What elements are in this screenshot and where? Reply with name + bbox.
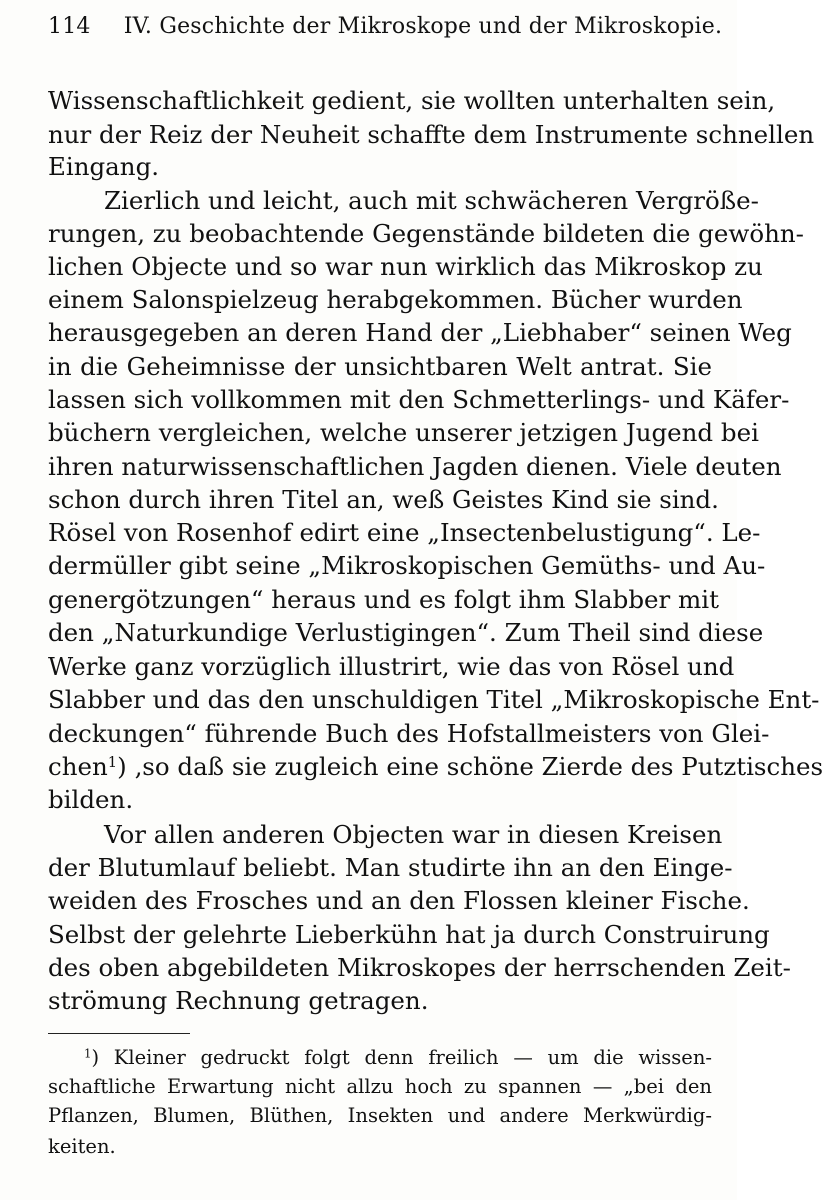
text-line: Werke ganz vorzüglich illustrirt, wie das von Rösel und <box>48 652 735 681</box>
text-line: deckungen“ führende Buch des Hofstallmeisters von Glei- <box>48 719 770 748</box>
text-line: Wissenschaftlichkeit gedient, sie wollten unterhalten sein, <box>48 86 776 115</box>
chapter-title: IV. Geschichte der Mikroskope und der Mikroskopie. <box>123 14 723 39</box>
text-line <box>48 750 823 784</box>
text-line: des oben abgebildeten Mikroskopes der herrschenden Zeit- <box>48 953 791 982</box>
text-line: lichen Objecte und so war nun wirklich das Mikroskop zu <box>48 252 763 281</box>
text-fragment: ) ‚so daß sie zugleich eine schöne Zierde des Putztisches <box>117 752 823 781</box>
text-line: in die Geheimnisse der unsichtbaren Welt antrat. Sie <box>48 352 712 381</box>
text-fragment: ) Kleiner gedruckt folgt denn freilich — um die wissen- <box>91 1046 712 1069</box>
text-line: Selbst der gelehrte Lieberkühn hat ja durch Construirung <box>48 920 770 949</box>
text-line: nur der Reiz der Neuheit schaffte dem Instrumente schnellen <box>48 120 815 149</box>
text-line: ihren naturwissenschaftlichen Jagden dienen. Viele deuten <box>48 452 782 481</box>
text-line: dermüller gibt seine „Mikroskopischen Gemüths- und Au- <box>48 551 766 580</box>
text-line: schon durch ihren Titel an, weß Geistes Kind sie sind. <box>48 485 719 514</box>
text-line: den „Naturkundige Verlustigingen“. Zum Theil sind diese <box>48 618 764 647</box>
footnote-marker: 1 <box>84 1046 92 1061</box>
text-line: herausgegeben an deren Hand der „Liebhaber“ seinen Weg <box>48 318 792 347</box>
footnote-line: schaftliche Erwartung nicht allzu hoch zu spannen — „bei den <box>48 1075 712 1098</box>
footnote-line: Pflanzen, Blumen, Blüthen, Insekten und andere Merkwürdig- <box>48 1104 712 1127</box>
text-line: der Blutumlauf beliebt. Man studirte ihn an den Einge- <box>48 853 733 882</box>
text-line: einem Salonspielzeug herabgekommen. Bücher wurden <box>48 285 743 314</box>
footnote-reference: 1 <box>107 753 118 771</box>
footnote-separator <box>48 1033 190 1034</box>
text-line: strömung Rechnung getragen. <box>48 986 429 1015</box>
text-line: Rösel von Rosenhof edirt eine „Insectenbelustigung“. Le- <box>48 518 761 547</box>
text-line: Vor allen anderen Objecten war in diesen Kreisen <box>104 820 723 849</box>
footnote-line <box>84 1043 712 1073</box>
text-line: lassen sich vollkommen mit den Schmetterlings- und Käfer- <box>48 385 790 414</box>
text-line: weiden des Frosches und an den Flossen kleiner Fische. <box>48 886 750 915</box>
text-line: rungen, zu beobachtende Gegenstände bildeten die gewöhn- <box>48 219 804 248</box>
text-line: büchern vergleichen, welche unserer jetzigen Jugend bei <box>48 418 759 447</box>
text-line: bilden. <box>48 785 134 814</box>
footnote-line: keiten. <box>48 1135 116 1158</box>
text-line: Eingang. <box>48 152 160 181</box>
text-line: Slabber und das den unschuldigen Titel „Mikroskopische Ent- <box>48 685 820 714</box>
page-number: 114 <box>48 14 91 39</box>
text-line: Zierlich und leicht, auch mit schwächeren Vergröße- <box>104 186 759 215</box>
running-header <box>48 14 723 54</box>
text-fragment: chen <box>48 752 108 781</box>
text-line: genergötzungen“ heraus und es folgt ihm Slabber mit <box>48 585 719 614</box>
